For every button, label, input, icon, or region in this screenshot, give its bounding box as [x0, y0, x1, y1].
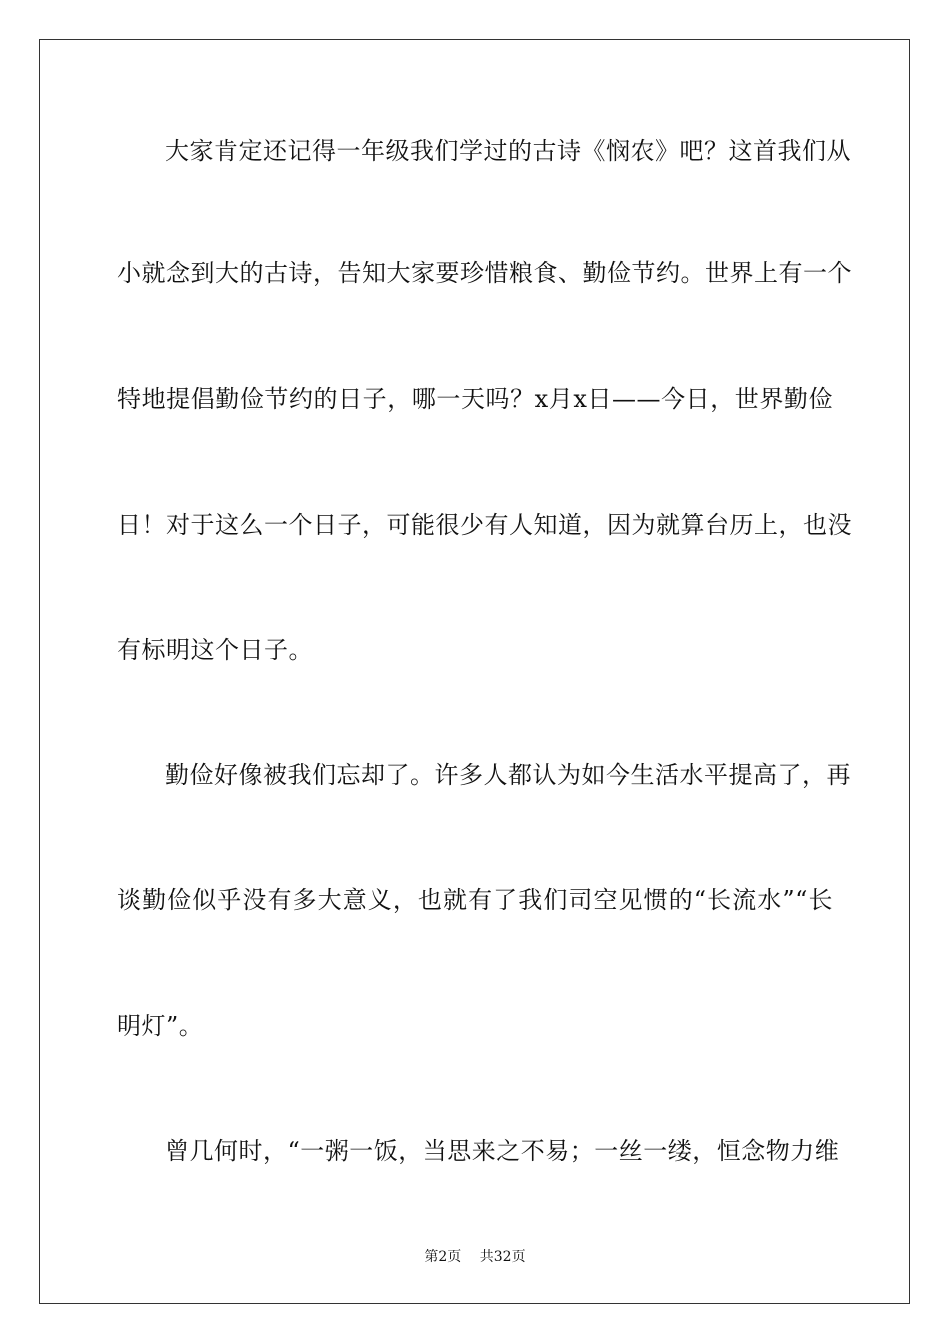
paragraph-1-line-1: 大家肯定还记得一年级我们学过的古诗《悯农》吧？这首我们从 [165, 137, 851, 165]
paragraph-1-line-5: 有标明这个日子。 [117, 636, 313, 664]
page-border [39, 39, 910, 1304]
paragraph-2-line-3: 明灯”。 [117, 1012, 204, 1040]
paragraph-2-line-1: 勤俭好像被我们忘却了。许多人都认为如今生活水平提高了，再 [165, 761, 851, 789]
paragraph-1-line-2: 小就念到大的古诗，告知大家要珍惜粮食、勤俭节约。世界上有一个 [117, 259, 852, 287]
page-footer [0, 1248, 950, 1266]
page-number: 第2页 [424, 1249, 462, 1265]
paragraph-1-line-4: 日！对于这么一个日子，可能很少有人知道，因为就算台历上，也没 [117, 511, 852, 539]
paragraph-1-line-3: 特地提倡勤俭节约的日子，哪一天吗？x月x日——今日，世界勤俭 [117, 385, 833, 413]
paragraph-2-line-2: 谈勤俭似乎没有多大意义，也就有了我们司空见惯的“长流水”“长 [117, 886, 833, 914]
page-total: 共32页 [479, 1249, 526, 1265]
paragraph-3-line-1: 曾几何时，“一粥一饭，当思来之不易；一丝一缕，恒念物力维 [165, 1137, 840, 1165]
